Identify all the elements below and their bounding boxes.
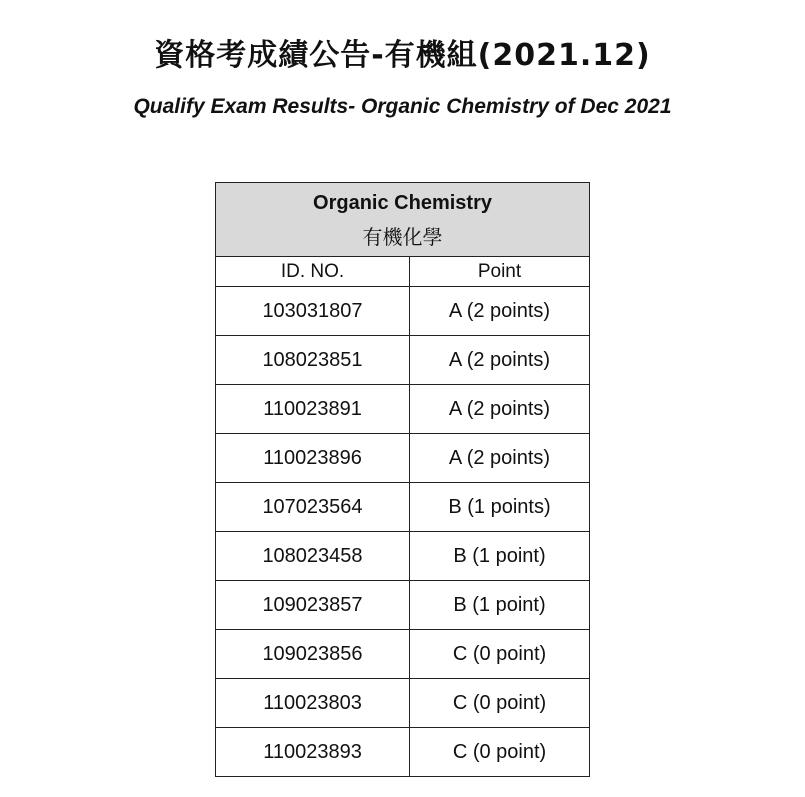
table-row xyxy=(216,434,590,483)
cell-id: 110023896 xyxy=(216,434,410,483)
cell-point: C (0 point) xyxy=(410,728,590,777)
cell-point: C (0 point) xyxy=(410,679,590,728)
cell-id: 110023893 xyxy=(216,728,410,777)
cell-id: 110023803 xyxy=(216,679,410,728)
cell-point: A (2 points) xyxy=(410,336,590,385)
cell-id: 109023857 xyxy=(216,581,410,630)
table-row xyxy=(216,728,590,777)
table-title-row xyxy=(216,183,590,257)
cell-id: 107023564 xyxy=(216,483,410,532)
cell-point: A (2 points) xyxy=(410,287,590,336)
table-row xyxy=(216,679,590,728)
column-header-id: ID. NO. xyxy=(216,257,410,287)
cell-point: B (1 point) xyxy=(410,532,590,581)
column-header-point: Point xyxy=(410,257,590,287)
table-row xyxy=(216,532,590,581)
cell-id: 108023851 xyxy=(216,336,410,385)
cell-id: 108023458 xyxy=(216,532,410,581)
table-row xyxy=(216,581,590,630)
column-header-row xyxy=(216,257,590,287)
table-title-en: Organic Chemistry xyxy=(313,191,492,214)
table-row xyxy=(216,385,590,434)
cell-id: 110023891 xyxy=(216,385,410,434)
cell-point: A (2 points) xyxy=(410,434,590,483)
table-row xyxy=(216,630,590,679)
page-subtitle: Qualify Exam Results- Organic Chemistry of Dec 2021 xyxy=(133,95,672,118)
results-table xyxy=(215,182,590,777)
page-title: 資格考成績公告-有機組(2021.12) xyxy=(154,38,651,73)
cell-id: 109023856 xyxy=(216,630,410,679)
table-row xyxy=(216,336,590,385)
cell-point: C (0 point) xyxy=(410,630,590,679)
cell-point: B (1 point) xyxy=(410,581,590,630)
table-row xyxy=(216,483,590,532)
table-title-zh: 有機化學 xyxy=(362,224,443,249)
cell-id: 103031807 xyxy=(216,287,410,336)
cell-point: A (2 points) xyxy=(410,385,590,434)
table-title-cell xyxy=(216,183,590,257)
cell-point: B (1 points) xyxy=(410,483,590,532)
table-row xyxy=(216,287,590,336)
